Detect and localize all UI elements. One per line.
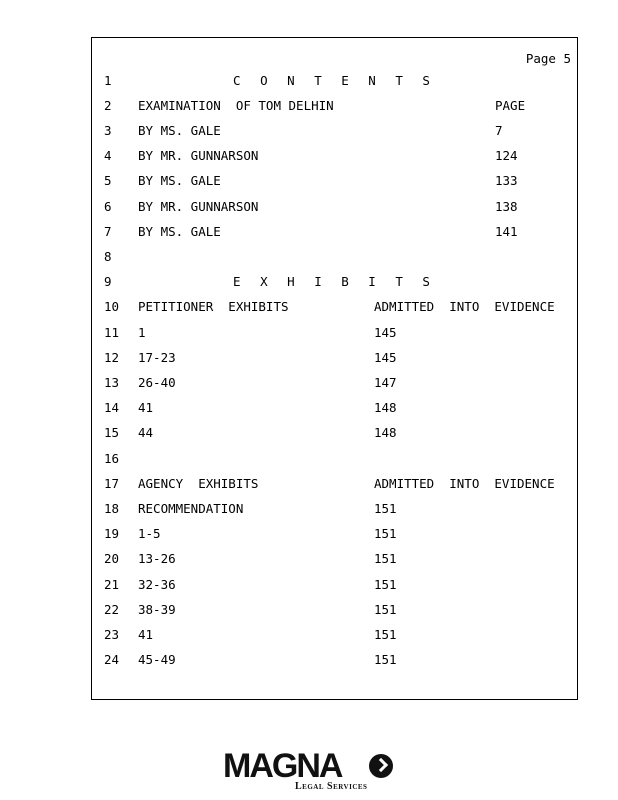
admitted-page: 151	[374, 526, 397, 541]
logo-wordmark: MAGNA	[223, 747, 342, 785]
admitted-page: 145	[374, 350, 397, 365]
admitted-page: 151	[374, 551, 397, 566]
logo-subtitle: Legal Services	[295, 781, 368, 792]
admitted-page: 148	[374, 425, 397, 440]
line-number: 9	[104, 274, 112, 289]
line-number: 10	[104, 299, 120, 314]
arrow-circle-icon	[369, 754, 393, 778]
page-column-header: PAGE	[495, 98, 526, 113]
admitted-page: 151	[374, 577, 397, 592]
exhibit-id: 45-49	[138, 652, 176, 667]
page-ref: 141	[495, 224, 518, 239]
contents-row	[92, 199, 577, 215]
exhibits-heading: E X H I B I T S	[233, 274, 436, 289]
line-number: 23	[104, 627, 120, 642]
transcript-line	[92, 274, 577, 290]
exhibit-row	[92, 400, 577, 416]
line-number: 3	[104, 123, 112, 138]
line-number: 24	[104, 652, 120, 667]
transcript-line	[92, 451, 577, 467]
admitted-header: ADMITTED INTO EVIDENCE	[374, 299, 555, 314]
transcript-line	[92, 299, 577, 315]
line-number: 18	[104, 501, 120, 516]
exhibit-row	[92, 375, 577, 391]
page-ref: 133	[495, 173, 518, 188]
admitted-page: 151	[374, 501, 397, 516]
line-number: 22	[104, 602, 120, 617]
contents-heading: C O N T E N T S	[233, 73, 436, 88]
exhibit-id: 44	[138, 425, 154, 440]
contents-row	[92, 123, 577, 139]
line-number: 5	[104, 173, 112, 188]
exhibit-row	[92, 501, 577, 517]
exhibit-row	[92, 602, 577, 618]
line-number: 2	[104, 98, 112, 113]
exhibit-row	[92, 325, 577, 341]
line-number: 8	[104, 249, 112, 264]
admitted-header: ADMITTED INTO EVIDENCE	[374, 476, 555, 491]
exhibit-id: 13-26	[138, 551, 176, 566]
line-number: 17	[104, 476, 120, 491]
exhibit-row	[92, 577, 577, 593]
exhibit-id: 1-5	[138, 526, 161, 541]
line-number: 7	[104, 224, 112, 239]
transcript-line	[92, 98, 577, 114]
line-number: 15	[104, 425, 120, 440]
exhibit-row	[92, 425, 577, 441]
page-ref: 138	[495, 199, 518, 214]
line-number: 19	[104, 526, 120, 541]
line-number: 13	[104, 375, 120, 390]
line-number: 20	[104, 551, 120, 566]
exhibit-row	[92, 627, 577, 643]
exhibit-row	[92, 350, 577, 366]
exhibit-id: 1	[138, 325, 146, 340]
line-number: 11	[104, 325, 120, 340]
exhibit-id: 32-36	[138, 577, 176, 592]
contents-row	[92, 148, 577, 164]
line-number: 16	[104, 451, 120, 466]
examiner: BY MR. GUNNARSON	[138, 199, 259, 214]
page-number: Page 5	[525, 51, 571, 66]
examination-label: EXAMINATION OF TOM DELHIN	[138, 98, 334, 113]
page-ref: 124	[495, 148, 518, 163]
admitted-page: 151	[374, 627, 397, 642]
magna-logo	[223, 748, 398, 794]
line-number: 12	[104, 350, 120, 365]
petitioner-exhibits-header: PETITIONER EXHIBITS	[138, 299, 289, 314]
examiner: BY MS. GALE	[138, 224, 221, 239]
exhibit-id: RECOMMENDATION	[138, 501, 244, 516]
line-number: 21	[104, 577, 120, 592]
exhibit-row	[92, 551, 577, 567]
line-number: 14	[104, 400, 120, 415]
exhibit-id: 26-40	[138, 375, 176, 390]
contents-row	[92, 224, 577, 240]
page-ref: 7	[495, 123, 503, 138]
agency-exhibits-header: AGENCY EXHIBITS	[138, 476, 259, 491]
transcript-page	[91, 37, 578, 700]
examiner: BY MS. GALE	[138, 173, 221, 188]
exhibit-id: 41	[138, 627, 154, 642]
transcript-line	[92, 476, 577, 492]
exhibit-id: 41	[138, 400, 154, 415]
admitted-page: 151	[374, 652, 397, 667]
admitted-page: 151	[374, 602, 397, 617]
transcript-line	[92, 73, 577, 89]
examiner: BY MS. GALE	[138, 123, 221, 138]
line-number: 1	[104, 73, 112, 88]
admitted-page: 147	[374, 375, 397, 390]
admitted-page: 148	[374, 400, 397, 415]
contents-row	[92, 173, 577, 189]
exhibit-id: 17-23	[138, 350, 176, 365]
examiner: BY MR. GUNNARSON	[138, 148, 259, 163]
admitted-page: 145	[374, 325, 397, 340]
line-number: 4	[104, 148, 112, 163]
exhibit-id: 38-39	[138, 602, 176, 617]
line-number: 6	[104, 199, 112, 214]
exhibit-row	[92, 652, 577, 668]
exhibit-row	[92, 526, 577, 542]
transcript-line	[92, 249, 577, 265]
